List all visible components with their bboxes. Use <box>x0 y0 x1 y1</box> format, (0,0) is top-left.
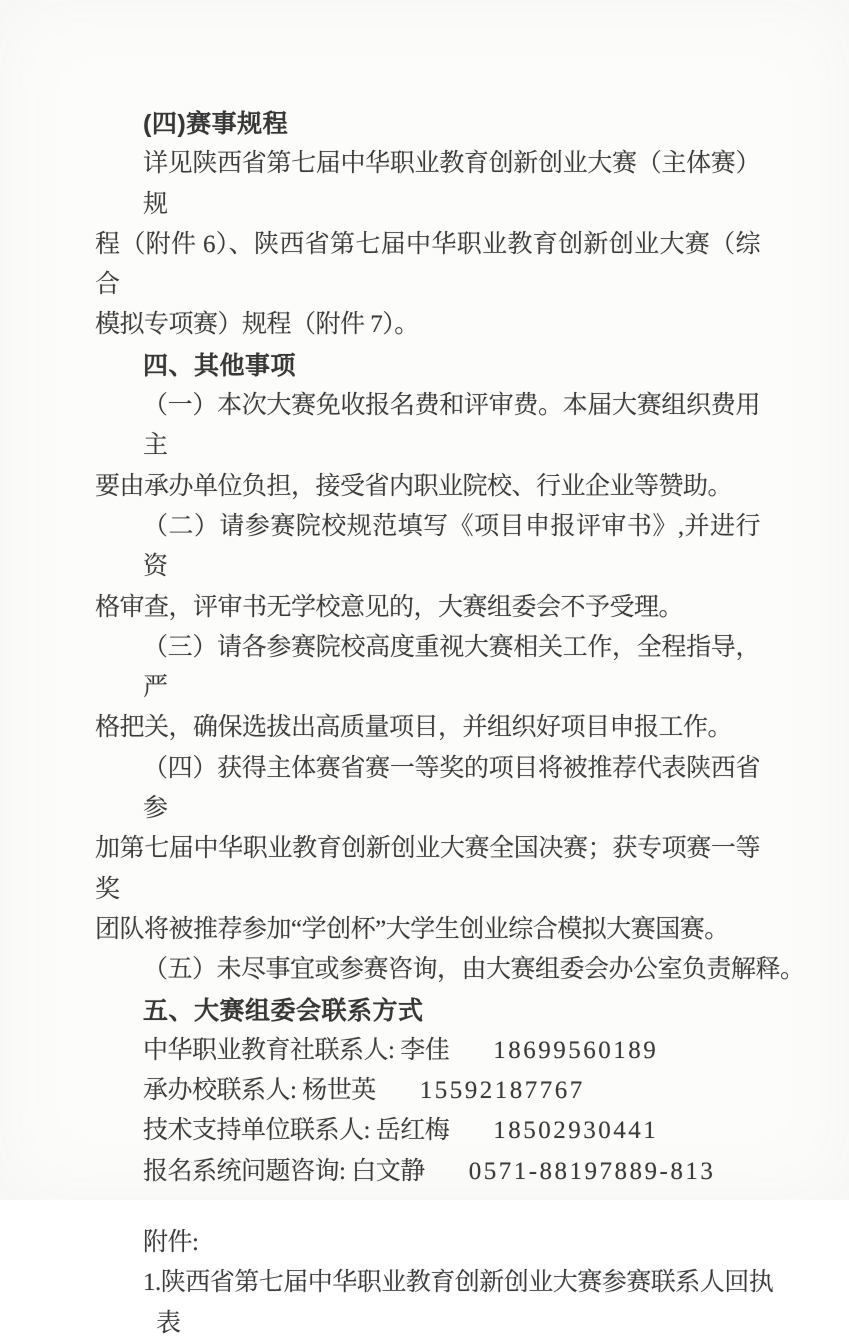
attachments-label: 附件: <box>143 1229 199 1257</box>
contact-row-tech-support <box>95 1111 760 1151</box>
contact-label: 承办校联系人: 杨世英 <box>143 1077 376 1105</box>
contact-phone: 15592187767 <box>419 1077 585 1105</box>
rules-paragraph-line-2: 程（附件 6）、陕西省第七届中华职业教育创新创业大赛（综合 <box>95 230 760 299</box>
rules-paragraph-line-1: 详见陕西省第七届中华职业教育创新创业大赛（主体赛）规 <box>143 150 760 218</box>
other-item-4-line-2: 加第七届中华职业教育创新创业大赛全国决赛；获专项赛一等奖 <box>95 835 760 903</box>
attachment-1-line-2: 表 <box>156 1309 181 1337</box>
other-item-2-line-2: 格审查，评审书无学校意见的，大赛组委会不予受理。 <box>95 593 684 621</box>
contact-row-registration <box>95 1152 760 1192</box>
contact-label: 技术支持单位联系人: 岳红梅 <box>143 1117 450 1145</box>
other-item-5-line-1: （五）未尽事宜或参赛咨询，由大赛组委会办公室负责解释。 <box>143 956 805 984</box>
other-item-4-line-1: （四）获得主体赛省赛一等奖的项目将被推荐代表陕西省参 <box>143 754 760 823</box>
contact-phone: 18699560189 <box>493 1036 659 1064</box>
rules-paragraph-line-3: 模拟专项赛）规程（附件 7）。 <box>95 311 419 339</box>
other-item-3-line-1: （三）请各参赛院校高度重视大赛相关工作，全程指导，严 <box>143 633 760 702</box>
heading-event-rules: (四)赛事规程 <box>143 110 289 138</box>
attachment-1-line-1: 1.陕西省第七届中华职业教育创新创业大赛参赛联系人回执 <box>143 1269 774 1297</box>
contact-label: 报名系统问题咨询: 白文静 <box>143 1157 425 1185</box>
attachments-section <box>95 1223 774 1344</box>
other-item-1-line-2: 要由承办单位负担，接受省内职业院校、行业企业等赞助。 <box>95 472 733 500</box>
heading-other-matters: 四、其他事项 <box>143 351 297 380</box>
contact-phone: 18502930441 <box>493 1117 659 1145</box>
other-item-3-line-2: 格把关，确保选拔出高质量项目，并组织好项目申报工作。 <box>95 714 733 742</box>
contact-label: 中华职业教育社联系人: 李佳 <box>143 1036 450 1064</box>
other-item-1-line-1: （一）本次大赛免收报名费和评审费。本届大赛组织费用主 <box>143 392 760 460</box>
other-item-2-line-1: （二）请参赛院校规范填写《项目申报评审书》,并进行资 <box>143 512 760 581</box>
contact-row-host-school <box>95 1071 760 1111</box>
contact-row-zhonghua <box>95 1031 760 1071</box>
other-item-4-line-3: 团队将被推荐参加“学创杯”大学生创业综合模拟大赛国赛。 <box>95 915 729 943</box>
document-body <box>95 104 805 1344</box>
contact-phone: 0571-88197889-813 <box>468 1157 716 1185</box>
heading-contact-info: 五、大赛组委会联系方式 <box>143 996 424 1025</box>
